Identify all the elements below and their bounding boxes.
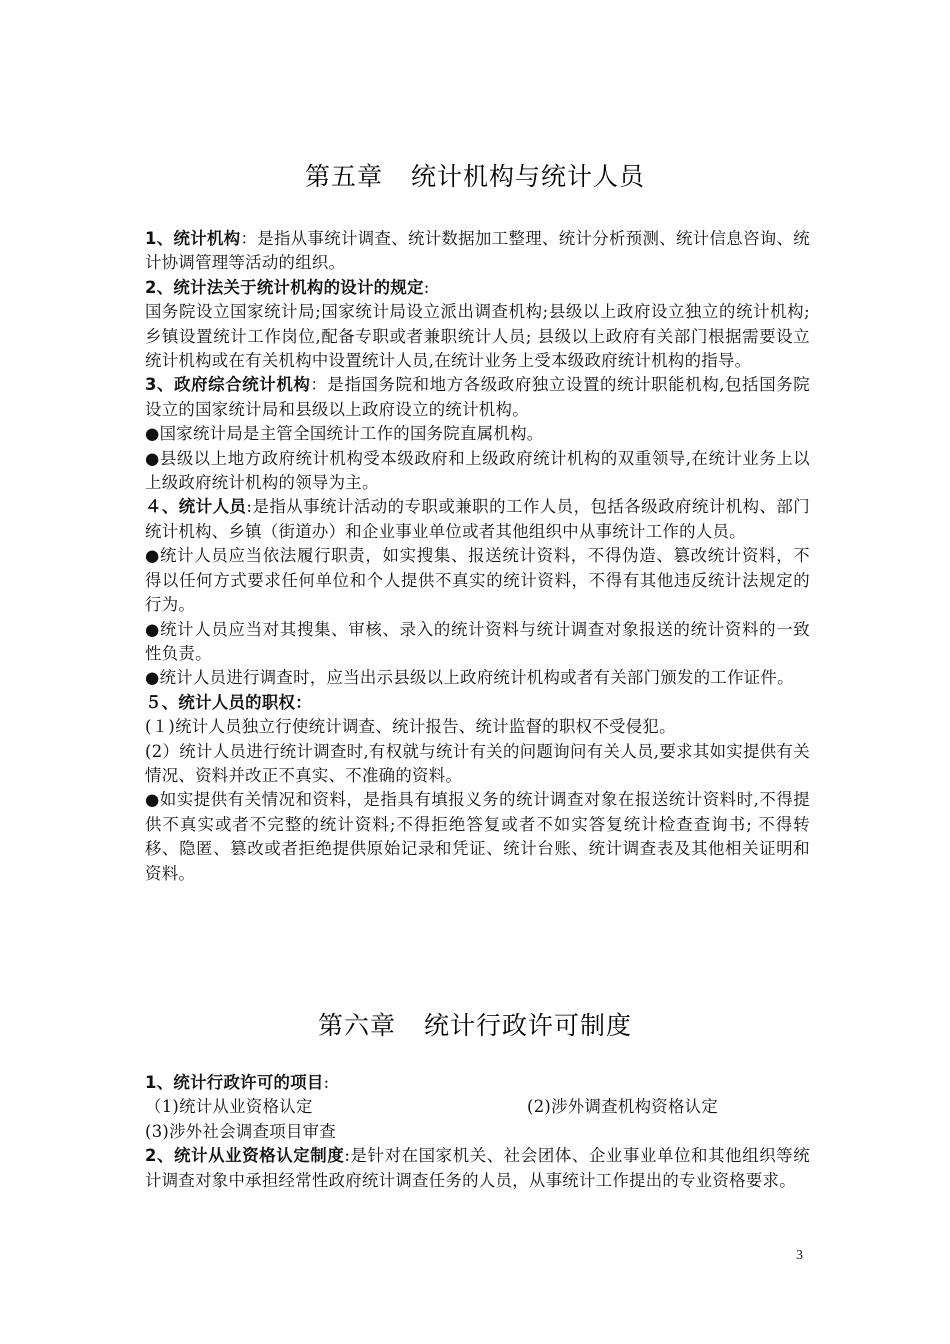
- chapter-5-number: 第五章: [304, 162, 383, 191]
- option-2: (2)涉外调查机构资格认定: [527, 1097, 719, 1117]
- paragraph: [145, 1071, 810, 1095]
- bullet-paragraph: ●统计人员应当依法履行职责，如实搜集、报送统计资料，不得伪造、篡改统计资料，不得以任何方式要求任何单位和个人提供不真实的统计资料，不得有其他违反统计法规定的行为。: [145, 546, 810, 615]
- chapter-6-number: 第六章: [317, 1011, 396, 1040]
- bullet-paragraph: ●县级以上地方政府统计机构受本级政府和上级政府统计机构的双重领导,在统计业务上以上级政府统计机构的领导为主。: [145, 448, 810, 493]
- option-1: （1)统计从业资格认定: [145, 1097, 313, 1117]
- item-heading: 2、统计从业资格认定制度: [145, 1146, 345, 1166]
- chapter-5-body: [145, 227, 810, 886]
- paragraph: (2）统计人员进行统计调查时,有权就与统计有关的问题询问有关人员,要求其如实提供有关情况、资料并改正不真实、不准确的资料。: [145, 741, 810, 785]
- paragraph: [145, 373, 810, 422]
- item-text: :是指从事统计活动的专职或兼职的工作人员，包括各级政府统计机构、部门统计机构、乡镇（街道办）和企业事业单位或者其他组织中从事统计工作的人员。: [145, 497, 810, 541]
- item-text: :: [423, 277, 430, 297]
- chapter-6-body: [145, 1071, 810, 1193]
- item-text: :: [323, 1073, 330, 1092]
- option-3: (3)涉外社会调查项目审查: [145, 1121, 337, 1141]
- bullet-paragraph: ●如实提供有关情况和资料，是指具有填报义务的统计调查对象在报送统计资料时,不得提供不真实或者不完整的统计资料;不得拒绝答复或者不如实答复统计检查查询书; 不得转移、隐匿、篡改或者拒绝提供原始记录和凭证、统计台账、统计调查表及其他相关证明和资料。: [145, 790, 810, 883]
- chapter-6-title: 统计行政许可制度: [424, 1011, 633, 1040]
- page-number: 3: [796, 1248, 803, 1263]
- item-text: :是针对在国家机关、社会团体、企业事业单位和其他组织等统计调查对象中承担经常性政府统计调查任务的人员，从事统计工作提出的专业资格要求。: [145, 1146, 810, 1190]
- paragraph: [145, 691, 810, 715]
- bullet-paragraph: ●统计人员进行调查时，应当出示县级以上政府统计机构或者有关部门颁发的工作证件。: [145, 668, 794, 688]
- paragraph: 国务院设立国家统计局;国家统计局设立派出调查机构;县级以上政府设立独立的统计机构;乡镇设置统计工作岗位,配备专职或者兼职统计人员; 县级以上政府有关部门根据需要设立统计机构或在有关机构中设置统计人员,在统计业务上受本级政府统计机构的指导。: [145, 302, 810, 371]
- item-heading: ４、统计人员: [145, 497, 247, 517]
- paragraph: (１)统计人员独立行使统计调查、统计报告、统计监督的职权不受侵犯。: [145, 717, 676, 737]
- paragraph: [145, 227, 810, 276]
- item-heading: 2、统计法关于统计机构的设计的规定: [145, 277, 424, 297]
- paragraph: [145, 495, 810, 544]
- item-heading: 1、统计机构: [145, 229, 241, 248]
- chapter-5-title: 统计机构与统计人员: [411, 162, 646, 191]
- chapter-5-heading: [0, 157, 950, 193]
- item-heading: 1、统计行政许可的项目: [145, 1073, 324, 1092]
- item-text: ：是指国务院和地方各级政府独立设置的统计职能机构,包括国务院设立的国家统计局和县级以上政府设立的统计机构。: [145, 375, 810, 419]
- item-text: ：是指从事统计调查、统计数据加工整理、统计分析预测、统计信息咨询、统计协调管理等活动的组织。: [145, 229, 810, 273]
- item-heading: ５、统计人员的职权：: [145, 692, 312, 712]
- bullet-paragraph: ●国家统计局是主管全国统计工作的国务院直属机构。: [145, 424, 544, 444]
- paragraph: [145, 1144, 810, 1193]
- bullet-paragraph: ●统计人员应当对其搜集、审核、录入的统计资料与统计调查对象报送的统计资料的一致性负责。: [145, 619, 810, 663]
- option-row: [145, 1095, 810, 1119]
- item-heading: 3、政府综合统计机构: [145, 375, 311, 395]
- chapter-6-heading: [0, 1006, 950, 1042]
- paragraph: [145, 276, 810, 300]
